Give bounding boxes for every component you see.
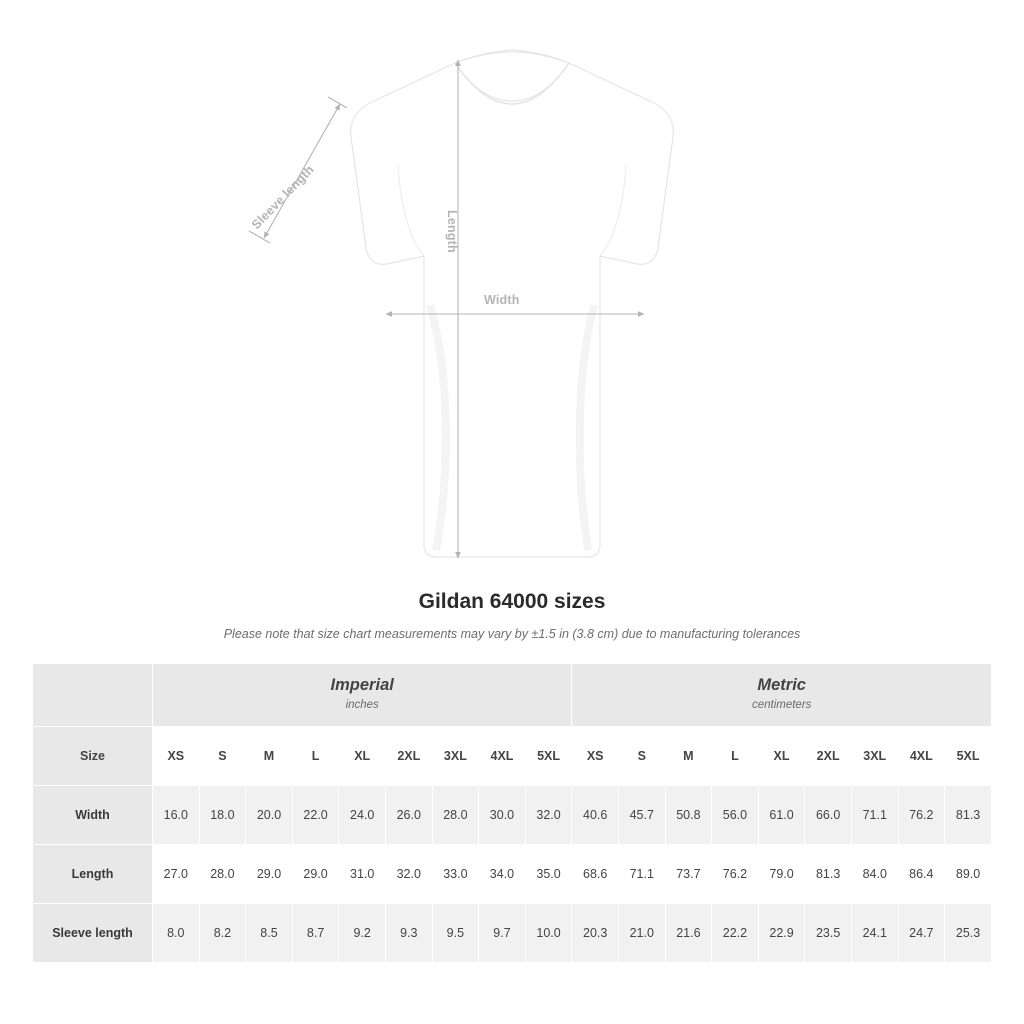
cell-width-imperial-xs: 16.0 <box>153 786 200 845</box>
size-column-header: Size <box>33 727 153 786</box>
cell-length-imperial-s: 28.0 <box>199 845 246 904</box>
row-label-length: Length <box>33 845 153 904</box>
tolerance-note: Please note that size chart measurements may vary by ±1.5 in (3.8 cm) due to manufacturing tolerances <box>223 627 801 641</box>
cell-width-imperial-s: 18.0 <box>199 786 246 845</box>
cell-sleeve-metric-5xl: 25.3 <box>945 904 992 963</box>
cell-width-metric-xs: 40.6 <box>572 786 619 845</box>
col-header-imperial-2xl: 2XL <box>385 727 432 786</box>
cell-sleeve-imperial-xs: 8.0 <box>153 904 200 963</box>
cell-sleeve-metric-xs: 20.3 <box>572 904 619 963</box>
cell-width-metric-5xl: 81.3 <box>945 786 992 845</box>
cell-width-imperial-5xl: 32.0 <box>525 786 572 845</box>
cell-sleeve-metric-m: 21.6 <box>665 904 712 963</box>
col-header-metric-xs: XS <box>572 727 619 786</box>
table-row <box>33 904 992 963</box>
col-header-imperial-m: M <box>246 727 293 786</box>
cell-length-metric-m: 73.7 <box>665 845 712 904</box>
col-header-metric-xl: XL <box>758 727 805 786</box>
cell-length-imperial-3xl: 33.0 <box>432 845 479 904</box>
metric-group-header <box>572 664 992 727</box>
table-row <box>33 786 992 845</box>
cell-length-metric-5xl: 89.0 <box>945 845 992 904</box>
cell-length-imperial-m: 29.0 <box>246 845 293 904</box>
cell-sleeve-imperial-2xl: 9.3 <box>385 904 432 963</box>
cell-width-imperial-3xl: 28.0 <box>432 786 479 845</box>
col-header-metric-4xl: 4XL <box>898 727 945 786</box>
cell-sleeve-metric-4xl: 24.7 <box>898 904 945 963</box>
imperial-group-unit: inches <box>345 699 379 712</box>
cell-width-imperial-2xl: 26.0 <box>385 786 432 845</box>
col-header-imperial-s: S <box>199 727 246 786</box>
cell-sleeve-imperial-xl: 9.2 <box>339 904 386 963</box>
cell-length-imperial-l: 29.0 <box>292 845 339 904</box>
col-header-metric-5xl: 5XL <box>945 727 992 786</box>
size-table-wrap <box>32 663 992 963</box>
length-label: Length <box>445 210 459 253</box>
col-header-metric-l: L <box>712 727 759 786</box>
cell-sleeve-imperial-m: 8.5 <box>246 904 293 963</box>
table-corner-cell <box>33 664 153 727</box>
cell-sleeve-imperial-l: 8.7 <box>292 904 339 963</box>
cell-length-imperial-5xl: 35.0 <box>525 845 572 904</box>
cell-width-metric-4xl: 76.2 <box>898 786 945 845</box>
cell-sleeve-metric-s: 21.0 <box>618 904 665 963</box>
col-header-imperial-3xl: 3XL <box>432 727 479 786</box>
cell-sleeve-metric-2xl: 23.5 <box>805 904 852 963</box>
size-chart-table <box>32 663 992 963</box>
col-header-imperial-xl: XL <box>339 727 386 786</box>
cell-sleeve-imperial-s: 8.2 <box>199 904 246 963</box>
sleeve-length-label: Sleeve length <box>248 162 317 232</box>
col-header-metric-2xl: 2XL <box>805 727 852 786</box>
col-header-metric-m: M <box>665 727 712 786</box>
imperial-group-header <box>153 664 572 727</box>
col-header-imperial-4xl: 4XL <box>479 727 526 786</box>
cell-width-metric-l: 56.0 <box>712 786 759 845</box>
cell-width-metric-3xl: 71.1 <box>851 786 898 845</box>
col-header-metric-3xl: 3XL <box>851 727 898 786</box>
cell-sleeve-imperial-5xl: 10.0 <box>525 904 572 963</box>
cell-width-metric-2xl: 66.0 <box>805 786 852 845</box>
cell-sleeve-metric-3xl: 24.1 <box>851 904 898 963</box>
cell-width-metric-m: 50.8 <box>665 786 712 845</box>
col-header-metric-s: S <box>618 727 665 786</box>
cell-width-imperial-m: 20.0 <box>246 786 293 845</box>
cell-width-metric-xl: 61.0 <box>758 786 805 845</box>
cell-length-metric-2xl: 81.3 <box>805 845 852 904</box>
cell-length-metric-4xl: 86.4 <box>898 845 945 904</box>
cell-width-metric-s: 45.7 <box>618 786 665 845</box>
cell-sleeve-metric-xl: 22.9 <box>758 904 805 963</box>
width-label: Width <box>484 293 520 307</box>
col-header-imperial-xs: XS <box>153 727 200 786</box>
cell-length-metric-l: 76.2 <box>712 845 759 904</box>
col-header-imperial-l: L <box>292 727 339 786</box>
row-label-sleeve-length: Sleeve length <box>33 904 153 963</box>
cell-length-metric-s: 71.1 <box>618 845 665 904</box>
cell-sleeve-imperial-3xl: 9.5 <box>432 904 479 963</box>
cell-width-imperial-4xl: 30.0 <box>479 786 526 845</box>
cell-sleeve-metric-l: 22.2 <box>712 904 759 963</box>
cell-width-imperial-xl: 24.0 <box>339 786 386 845</box>
cell-sleeve-imperial-4xl: 9.7 <box>479 904 526 963</box>
metric-group-unit: centimeters <box>751 699 812 712</box>
cell-length-metric-3xl: 84.0 <box>851 845 898 904</box>
cell-length-metric-xl: 79.0 <box>758 845 805 904</box>
table-row <box>33 845 992 904</box>
unit-group-row <box>33 664 992 727</box>
row-label-width: Width <box>33 786 153 845</box>
page-title: Gildan 64000 sizes <box>418 590 606 613</box>
metric-group-name: Metric <box>757 676 806 695</box>
imperial-group-name: Imperial <box>330 676 394 695</box>
cell-length-imperial-xs: 27.0 <box>153 845 200 904</box>
size-header-row <box>33 727 992 786</box>
cell-length-imperial-4xl: 34.0 <box>479 845 526 904</box>
cell-length-imperial-2xl: 32.0 <box>385 845 432 904</box>
cell-width-imperial-l: 22.0 <box>292 786 339 845</box>
cell-length-metric-xs: 68.6 <box>572 845 619 904</box>
col-header-imperial-5xl: 5XL <box>525 727 572 786</box>
cell-length-imperial-xl: 31.0 <box>339 845 386 904</box>
